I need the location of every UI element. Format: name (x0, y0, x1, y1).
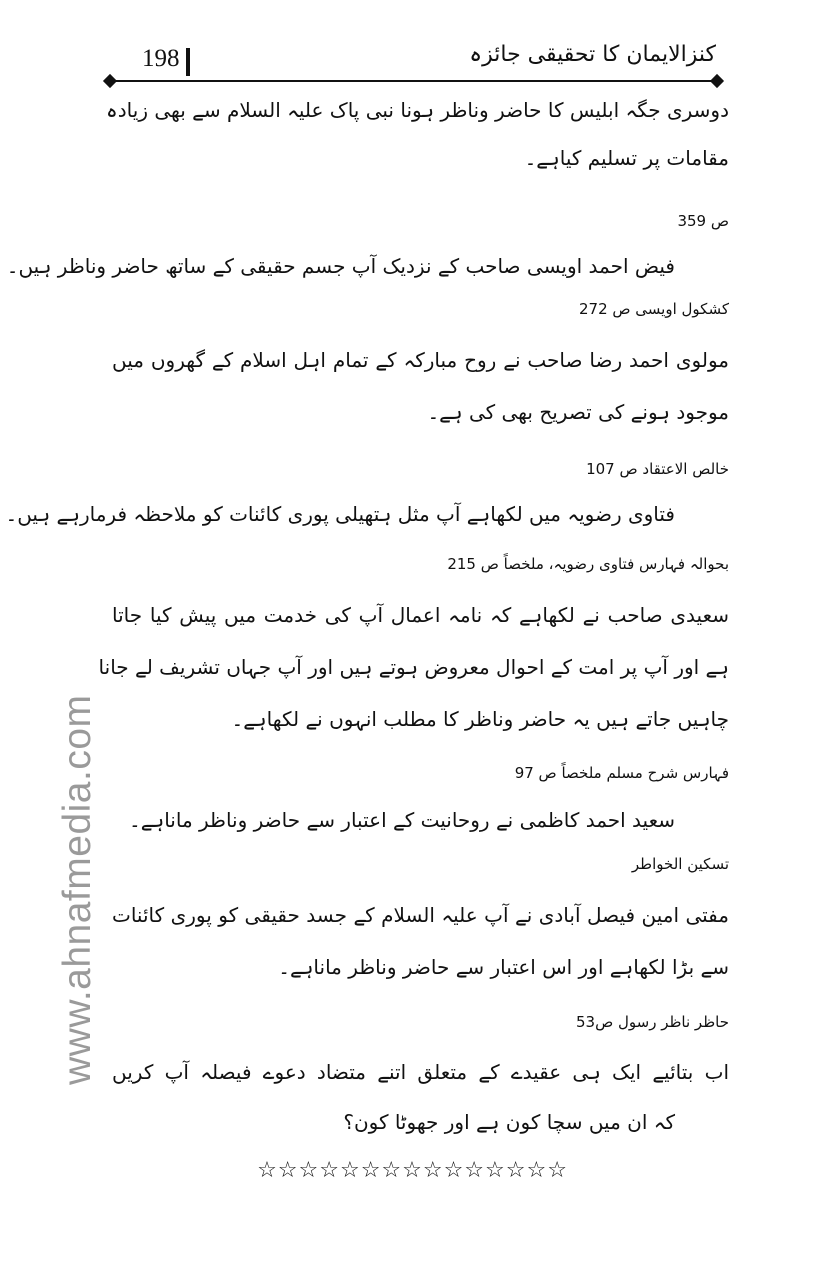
section-separator-stars: ☆☆☆☆☆☆☆☆☆☆☆☆☆☆☆ (257, 1158, 568, 1183)
body-line: سعید احمد کاظمی نے روحانیت کے اعتبار سے حاضر وناظر ماناہے۔ (129, 808, 675, 832)
reference-citation: ص 359 (677, 212, 729, 230)
page-number: 198 (142, 45, 180, 72)
body-line: کہ ان میں سچا کون ہے اور جھوٹا کون؟ (343, 1110, 675, 1134)
body-line: سے بڑا لکھاہے اور اس اعتبار سے حاضر وناظر ماناہے۔ (278, 955, 729, 979)
body-line: مقامات پر تسلیم کیاہے۔ (524, 146, 729, 170)
body-line: مفتی امین فیصل آبادی نے آپ علیہ السلام کے جسد حقیقی کو پوری کائنات (112, 903, 729, 927)
body-line: فتاوی رضویہ میں لکھاہے آپ مثل ہتھیلی پوری کائنات کو ملاحظہ فرمارہے ہیں۔ (5, 502, 675, 526)
header-rule (112, 80, 716, 82)
reference-citation: کشکول اویسی ص 272 (578, 300, 729, 318)
page-number-divider (186, 48, 190, 76)
book-title: کنزالایمان کا تحقیقی جائزہ (469, 42, 716, 67)
page-header (112, 40, 716, 78)
body-line: ہے اور آپ پر امت کے احوال معروض ہوتے ہیں اور آپ جہاں تشریف لے جانا (98, 655, 729, 679)
body-line: فیض احمد اویسی صاحب کے نزدیک آپ جسم حقیقی کے ساتھ حاضر وناظر ہیں۔ (6, 254, 675, 278)
reference-citation: حاظر ناظر رسول ص53 (575, 1013, 729, 1031)
reference-citation: تسکین الخواطر (631, 855, 729, 873)
reference-citation: فہارس شرح مسلم ملخصاً ص 97 (514, 764, 729, 782)
body-line: اب بتائیے ایک ہی عقیدے کے متعلق اتنے متضاد دعوے فیصلہ آپ کریں (112, 1060, 729, 1084)
body-line: موجود ہونے کی تصریح بھی کی ہے۔ (427, 400, 729, 424)
reference-citation: خالص الاعتقاد ص 107 (586, 460, 729, 478)
watermark: www.ahnafmedia.com (56, 694, 99, 1085)
body-line: مولوی احمد رضا صاحب نے روح مبارکہ کے تمام اہل اسلام کے گھروں میں (112, 348, 729, 372)
body-line: دوسری جگہ ابلیس کا حاضر وناظر ہونا نبی پاک علیہ السلام سے بھی زیادہ (106, 98, 729, 122)
body-line: چاہیں جاتے ہیں یہ حاضر وناظر کا مطلب انہوں نے لکھاہے۔ (231, 707, 729, 731)
body-line: سعیدی صاحب نے لکھاہے کہ نامہ اعمال آپ کی خدمت میں پیش کیا جاتا (112, 603, 729, 627)
reference-citation: بحوالہ فہارس فتاوی رضویہ، ملخصاً ص 215 (447, 555, 729, 573)
